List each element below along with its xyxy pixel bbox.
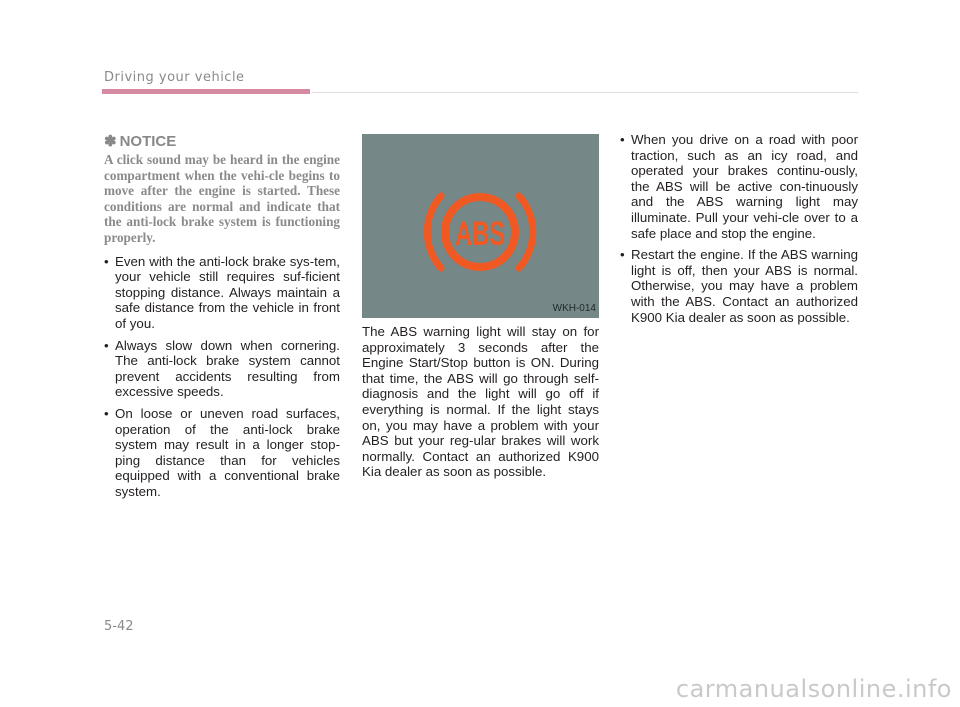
notice-star-icon: ✽ — [104, 133, 117, 150]
left-bullet-list — [104, 254, 340, 500]
section-title: Driving your vehicle — [104, 70, 245, 85]
list-item: • On loose or uneven road surfaces, operation of the anti-lock brake system may result in a longer stop-ping distance than for vehicles equipped with a conventional brake system. — [104, 406, 340, 500]
notice-heading-label: NOTICE — [119, 132, 177, 150]
left-column — [104, 130, 340, 505]
list-item: • Even with the anti-lock brake sys-tem, your vehicle still requires suf-ficient stopping distance. Always maintain a safe distance from the vehicle in front of you. — [104, 254, 340, 332]
page-number: 5-42 — [104, 619, 134, 634]
notice-body: A click sound may be heard in the engine compartment when the vehi-cle begins to move after the engine is started. These conditions are normal and indicate that the anti-lock brake system is functioning properly. — [104, 152, 340, 245]
right-bullet-list — [620, 132, 858, 325]
middle-column — [362, 134, 599, 493]
list-item: • When you drive on a road with poor traction, such as an icy road, and operated your brakes continu-ously, the ABS will be active con-tinuously and the ABS warning light may illuminate. Pull your vehi-cle over to a safe place and stop the engine. — [620, 132, 858, 241]
list-item: • Restart the engine. If the ABS warning light is off, then your ABS is normal. Otherwise, you may have a problem with the ABS. Contact an authorized K900 Kia dealer as soon as possible. — [620, 247, 858, 325]
figure-code: WKH-014 — [552, 303, 596, 314]
abs-warning-light-icon — [362, 134, 599, 318]
abs-description: The ABS warning light will stay on for approximately 3 seconds after the Engine Start/Stop button is ON. During that time, the ABS will go through self-diagnosis and the light will go off if everything is normal. If the light stays on, you may have a problem with your ABS but your reg-ular brakes will work normally. Contact an authorized K900 Kia dealer as soon as possible. — [362, 324, 599, 480]
right-column — [620, 132, 858, 331]
abs-icon-label: ABS — [455, 215, 505, 253]
header-accent-rule — [102, 89, 310, 94]
header-rule — [312, 92, 858, 93]
watermark: carmanualsonline.info — [675, 675, 952, 703]
list-item: • Always slow down when cornering. The anti-lock brake system cannot prevent accidents resulting from excessive speeds. — [104, 338, 340, 400]
notice-heading — [104, 132, 340, 150]
abs-warning-figure — [362, 134, 599, 318]
